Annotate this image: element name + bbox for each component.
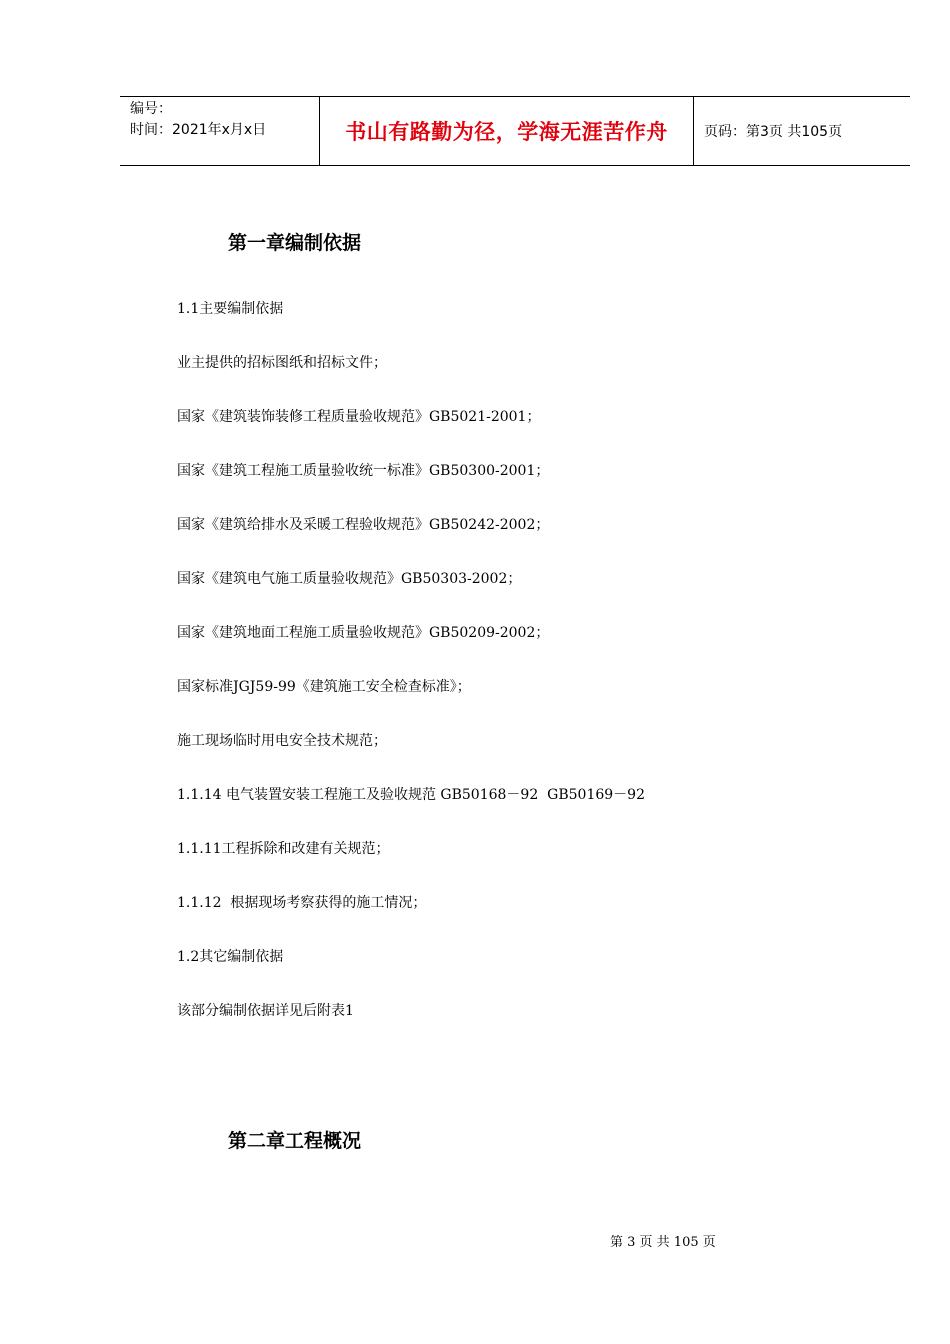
page-footer: 第 3 页 共 105 页 bbox=[610, 1235, 716, 1250]
body-line: 1.1.14 电气装置安装工程施工及验收规范 GB50168－92 GB50169－92 bbox=[177, 787, 645, 803]
header-meta bbox=[120, 97, 320, 165]
body-line: 国家《建筑电气施工质量验收规范》GB50303-2002； bbox=[177, 571, 522, 587]
body-line: 国家《建筑地面工程施工质量验收规范》GB50209-2002； bbox=[177, 625, 550, 641]
time-label: 时间：2021年x月x日 bbox=[130, 122, 267, 138]
body-line: 国家《建筑装饰装修工程质量验收规范》GB5021-2001； bbox=[177, 409, 541, 425]
body-line: 1.1.12 根据现场考察获得的施工情况； bbox=[177, 895, 427, 911]
header-slogan: 书山有路勤为径，学海无涯苦作舟 bbox=[320, 97, 694, 165]
body-line: 1.1.11工程拆除和改建有关规范； bbox=[177, 841, 390, 857]
body-line: 国家《建筑给排水及采暖工程验收规范》GB50242-2002； bbox=[177, 517, 550, 533]
header-page-info: 页码：第3页 共105页 bbox=[704, 124, 843, 140]
chapter-1-title: 第一章编制依据 bbox=[228, 232, 362, 254]
body-line: 国家《建筑工程施工质量验收统一标准》GB50300-2001； bbox=[177, 463, 550, 479]
body-line: 该部分编制依据详见后附表1 bbox=[177, 1003, 354, 1019]
body-line: 施工现场临时用电安全技术规范； bbox=[177, 733, 387, 749]
number-label: 编号： bbox=[130, 101, 172, 117]
body-line: 国家标准JGJ59-99《建筑施工安全检查标准》； bbox=[177, 679, 471, 695]
chapter-2-title: 第二章工程概况 bbox=[228, 1130, 362, 1152]
body-line: 1.1主要编制依据 bbox=[177, 301, 284, 317]
body-line: 业主提供的招标图纸和招标文件； bbox=[177, 355, 387, 371]
page-header bbox=[120, 96, 910, 166]
body-line: 1.2其它编制依据 bbox=[177, 949, 284, 965]
